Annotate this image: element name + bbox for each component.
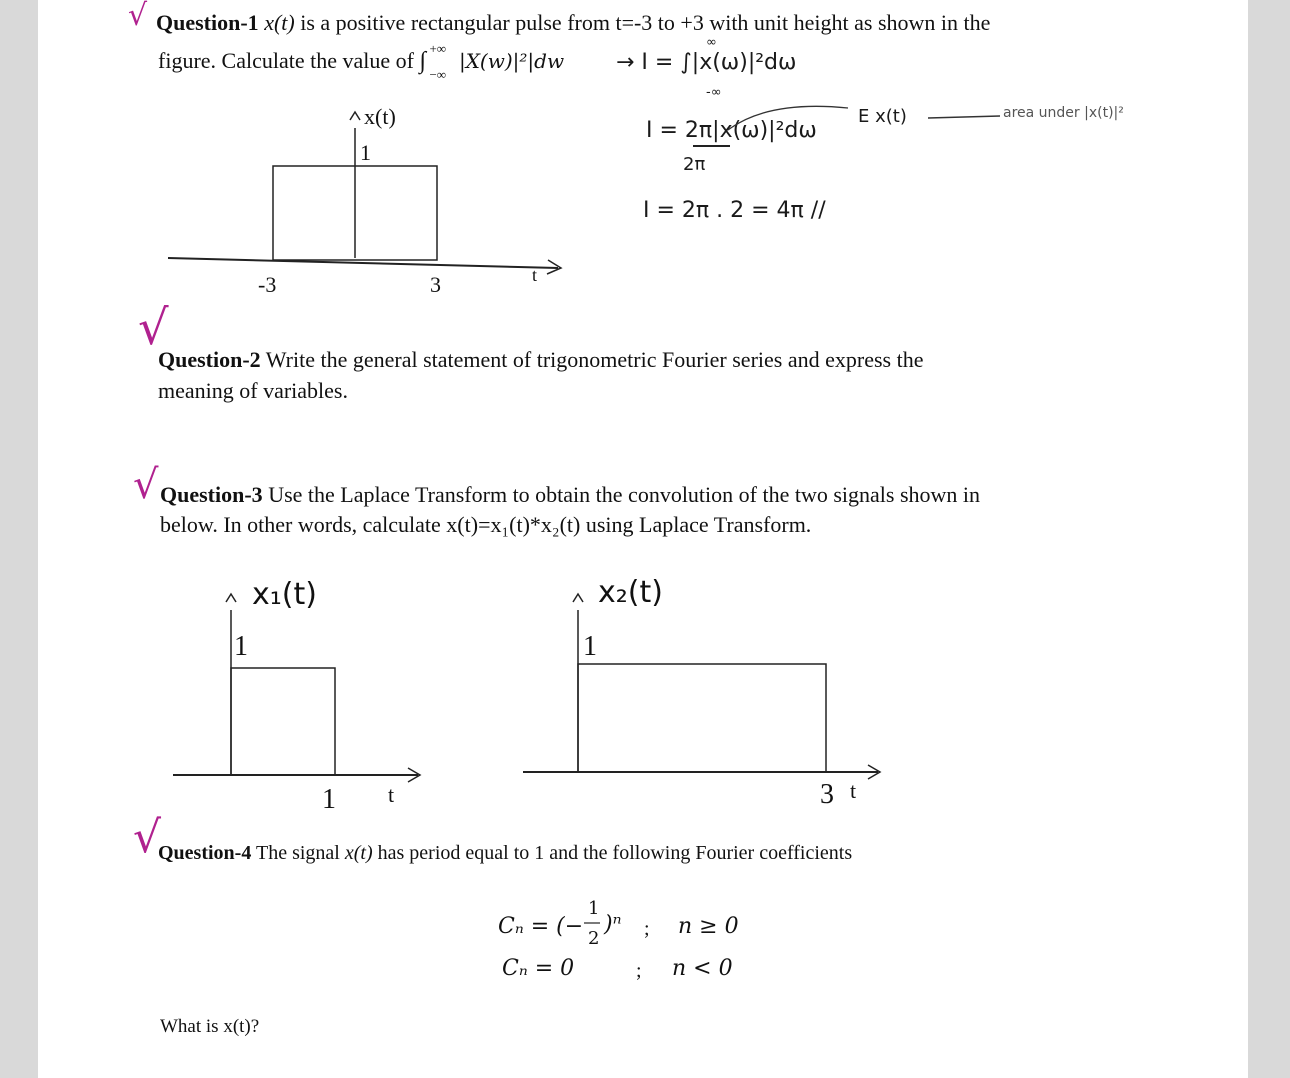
checkmark-q1: √ bbox=[128, 0, 148, 33]
q4-eq2-cond: n < 0 bbox=[672, 956, 733, 981]
checkmark-q3: √ bbox=[133, 462, 159, 508]
q1-tick-right: 3 bbox=[430, 272, 441, 297]
q3-line1 bbox=[160, 482, 980, 508]
hw-line3: I = 2π . 2 = 4π // bbox=[643, 198, 826, 223]
q3p1-height-label: 1 bbox=[234, 631, 248, 662]
hw-note-left: E x(t) bbox=[858, 106, 907, 127]
checkmark-q4: √ bbox=[133, 812, 162, 863]
q3-label: Question-3 bbox=[160, 482, 263, 507]
q4-line1-b: has period equal to 1 and the following Fourier coefficients bbox=[377, 842, 853, 864]
q3p2-ylabel: x₂(t) bbox=[598, 575, 663, 610]
q4-eq1-close: )ⁿ bbox=[604, 912, 622, 937]
q3p1-tick: 1 bbox=[322, 784, 336, 815]
q4-question: What is x(t)? bbox=[160, 1016, 260, 1037]
q1-integral: ∫ +∞ −∞ bbox=[419, 48, 453, 74]
q2-line1 bbox=[158, 347, 923, 373]
q1-xlabel: t bbox=[532, 265, 538, 285]
q3p2-tick: 3 bbox=[820, 779, 834, 810]
q3p2-yaxis-arrow bbox=[573, 594, 583, 602]
q4-eq2-sep: ; bbox=[636, 960, 642, 982]
q1-ylabel: x(t) bbox=[364, 104, 396, 129]
q4-eq1-cond: n ≥ 0 bbox=[678, 914, 739, 939]
q3-line1-text: Use the Laplace Transform to obtain the convolution of the two signals shown in bbox=[268, 482, 981, 507]
hw-line1: → I = ∫|x(ω)|²dω bbox=[616, 50, 797, 75]
q4-label: Question-4 bbox=[158, 842, 252, 864]
hw-line2-den: 2π bbox=[683, 154, 706, 175]
q4-eq1-num: 1 bbox=[588, 898, 600, 919]
hw-line1-upper: ∞ bbox=[706, 35, 717, 50]
q3-plot2 bbox=[518, 575, 918, 800]
q1-integral-lower: −∞ bbox=[429, 67, 447, 82]
q1-signal: x(t) bbox=[264, 10, 295, 35]
q3p1-ylabel: x₁(t) bbox=[252, 577, 317, 612]
q1-line2-text: figure. Calculate the value of bbox=[158, 48, 414, 73]
q2-line2: meaning of variables. bbox=[158, 378, 348, 403]
q2-label: Question-2 bbox=[158, 347, 261, 372]
exam-page bbox=[38, 0, 1248, 1078]
q3p2-xlabel: t bbox=[850, 778, 857, 803]
q4-eq1-den: 2 bbox=[588, 928, 600, 949]
q2-line1-text: Write the general statement of trigonometric Fourier series and express the bbox=[265, 347, 924, 372]
q1-plot bbox=[163, 100, 583, 300]
q1-integral-upper: +∞ bbox=[429, 41, 447, 56]
q3p1-yaxis-arrow bbox=[226, 594, 236, 602]
q4-line1-a: The signal bbox=[255, 842, 340, 864]
checkmark-q2: √ bbox=[138, 300, 169, 356]
q1-line1-text: is a positive rectangular pulse from t=-3 to +3 with unit height as shown in the bbox=[300, 10, 991, 35]
hw-line1-lower: -∞ bbox=[706, 85, 722, 100]
hw-note-right: area under |x(t)|² bbox=[1003, 105, 1124, 121]
q3-plot1 bbox=[168, 577, 468, 800]
q3-line2: below. In other words, calculate x(t)=x₁(t)*x₂(t) using Laplace Transform. bbox=[160, 512, 812, 537]
q3p1-pulse bbox=[231, 668, 335, 775]
q1-integrand: |X(w)|²|dw bbox=[458, 49, 565, 73]
q4-eq1-sep: ; bbox=[644, 918, 650, 940]
q3p1-xlabel: t bbox=[388, 782, 395, 807]
q4-line1 bbox=[158, 840, 852, 866]
q1-label: Question-1 bbox=[156, 10, 259, 35]
q1-yaxis-arrow bbox=[350, 112, 360, 120]
q4-eq1-lhs: Cₙ = (− bbox=[498, 914, 584, 939]
q3p2-height-label: 1 bbox=[583, 631, 597, 662]
q4-signal: x(t) bbox=[344, 842, 373, 864]
q1-height-label: 1 bbox=[360, 140, 371, 165]
hw-line2: I = 2π|x(ω)|²dω bbox=[646, 118, 817, 143]
q4-eq2-lhs: Cₙ = 0 bbox=[502, 956, 575, 981]
q3p2-pulse bbox=[578, 664, 826, 772]
q1-tick-left: -3 bbox=[258, 272, 277, 297]
